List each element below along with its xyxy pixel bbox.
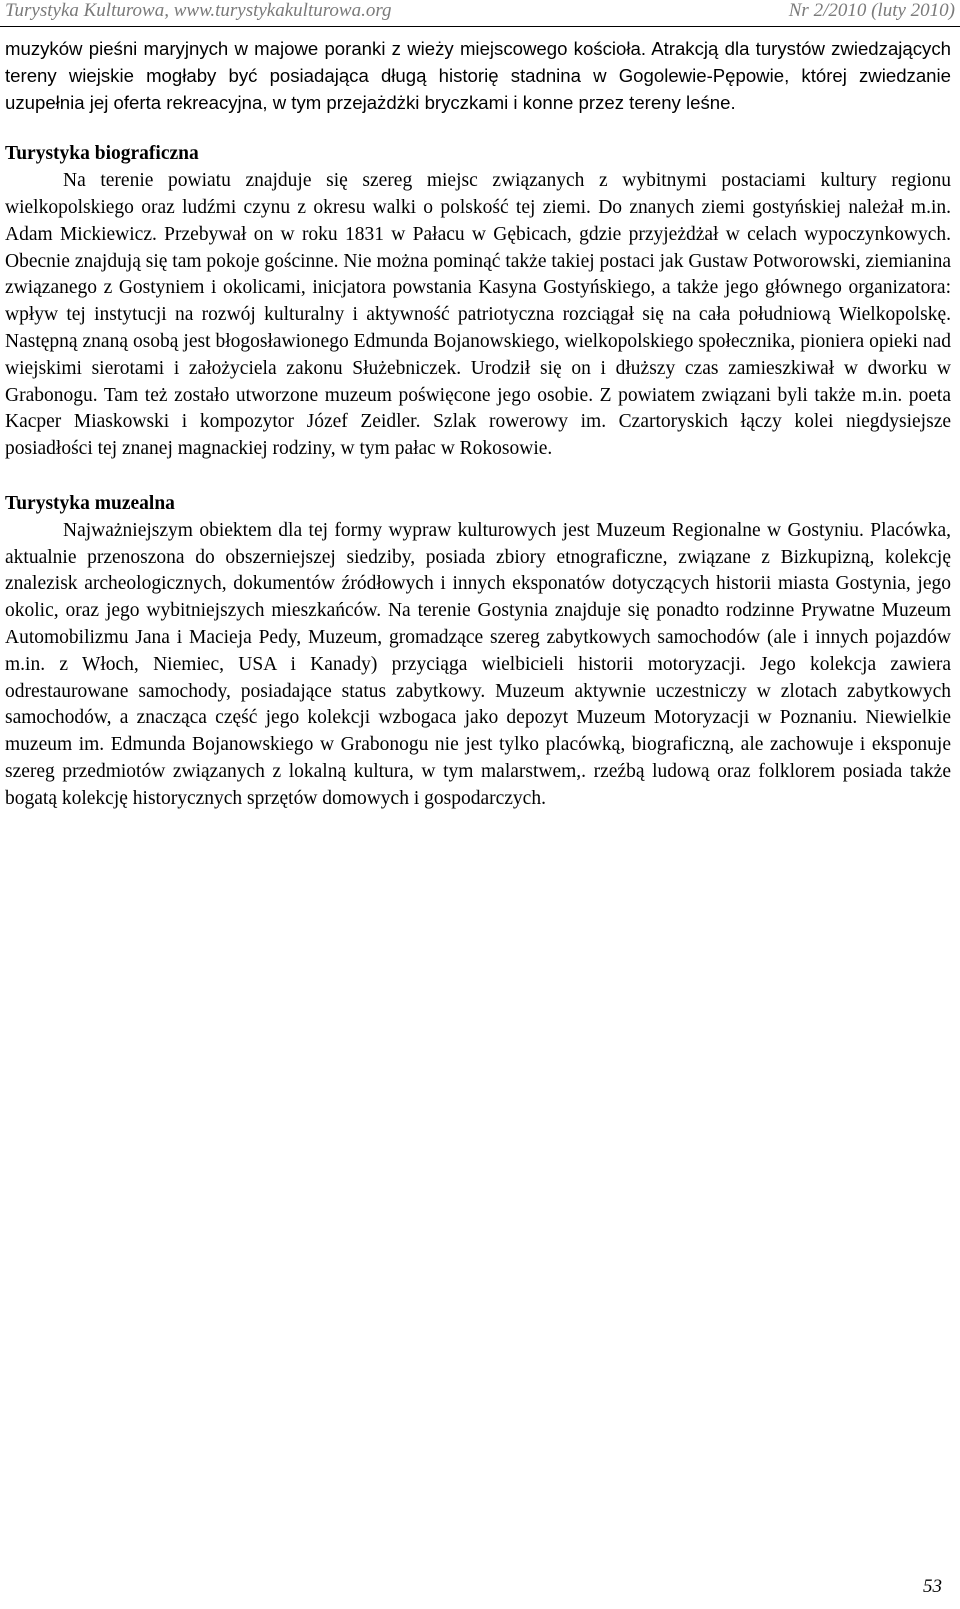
page-body xyxy=(5,36,951,813)
issue-number: Nr 2/2010 (luty 2010) xyxy=(788,0,955,21)
section-body-museum: Najważniejszym obiektem dla tej formy wypraw kulturowych jest Muzeum Regionalne w Gostyniu. Placówka, aktualnie przenoszona do obszerniejszej siedziby, posiada zbiory etnograficzne, związane z Bizkupizną, kolekcję znalezisk archeologicznych, dokumentów źródłowych i innych eksponatów dotyczących historii miasta Gostynia, jego okolic, oraz jego wybitniejszych mieszkańców. Na terenie Gostynia znajduje się ponadto rodzinne Prywatne Muzeum Automobilizmu Jana i Macieja Pedy, Muzeum, gromadzące szereg zabytkowych samochodów (ale i innych pojazdów m.in. z Włoch, Niemiec, USA i Kanady) przyciąga wielbicieli historii motoryzacji. Jego kolekcja zawiera odrestaurowane samochody, posiadające status zabytkowy. Muzeum aktywnie uczestniczy w zlotach zabytkowych samochodów, a znacząca część jego kolekcji wzbogaca jako depozyt Muzeum Motoryzacji w Poznaniu. Niewielkie muzeum im. Edmunda Bojanowskiego w Grabonogu nie jest tylko placówką, biograficzną, ale zachowuje i eksponuje szereg przedmiotów związanych z lokalną kultura, w tym malarstwem,. rzeźbą ludową oraz folklorem posiada także bogatą kolekcję historycznych sprzętów domowych i gospodarczych. xyxy=(5,519,951,809)
journal-title: Turystyka Kulturowa, www.turystykakulturowa.org xyxy=(5,0,392,21)
running-header xyxy=(5,0,955,25)
section-heading-museum: Turystyka muzealna xyxy=(5,492,175,514)
section-heading-biographical: Turystyka biograficzna xyxy=(5,143,199,165)
header-divider xyxy=(0,26,960,27)
section-body-biographical: Na terenie powiatu znajduje się szereg miejsc związanych z wybitnymi postaciami kultury regionu wielkopolskiego oraz ludźmi czynu z okresu walki o polskość tej ziemi. Do znanych ziemi gostyńskiej należał m.in. Adam Mickiewicz. Przebywał on w roku 1831 w Pałacu w Gębicach, gdzie przyjeżdżał w celach wypoczynkowych. Obecnie znajdują się tam pokoje gościnne. Nie można pominąć także takiej postaci jak Gustaw Potworowski, ziemianina związanego z Gostyniem i okolicami, inicjatora powstania Kasyna Gostyńskiego, a także jego głównego organizatora: wpływ tej instytucji na rozwój kulturalny i aktywność patriotyczna rozciągał się na cała południową Wielkopolskę. Następną znaną osobą jest błogosławionego Edmunda Bojanowskiego, wielkopolskiego społecznika, pioniera opieki nad wiejskimi sierotami i założyciela zakonu Służebniczek. Urodził się on i dłuższy czas zamieszkiwał w dworku w Grabonogu. Tam też zostało utworzone muzeum poświęcone jego osobie. Z powiatem związani byli także m.in. poeta Kacper Miaskowski i kompozytor Józef Zeidler. Szlak rowerowy im. Czartoryskich łączy kolei niegdysiejsze posiadłości tej znanej magnackiej rodziny, w tym pałac w Rokosowie. xyxy=(5,170,952,460)
page-number: 53 xyxy=(923,1576,942,1597)
intro-paragraph: muzyków pieśni maryjnych w majowe poranki z wieży miejscowego kościoła. Atrakcją dla turystów zwiedzających tereny wiejskie mogłaby być posiadająca długą historię stadnina w Gogolewie-Pępowie, której zwiedzanie uzupełnia jej oferta rekreacyjna, w tym przejażdżki bryczkami i konne przez tereny leśne. xyxy=(5,38,951,113)
